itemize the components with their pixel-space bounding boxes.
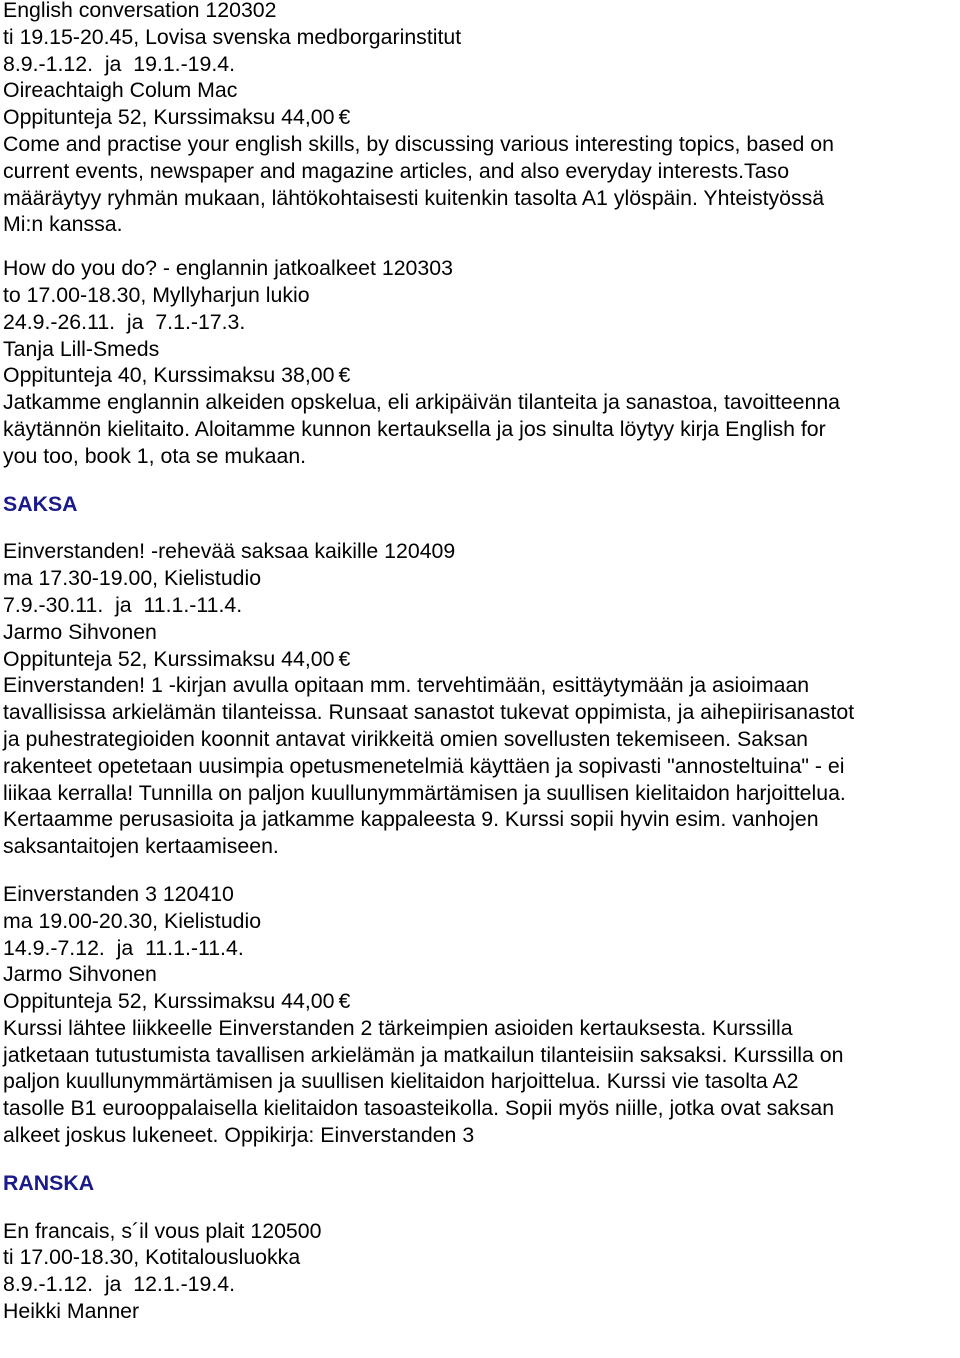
course-title: How do you do? - englannin jatkoalkeet 120303 bbox=[3, 256, 453, 281]
course-schedule: ti 19.15-20.45, Lovisa svenska medborgarinstitut bbox=[3, 24, 462, 49]
course-title: Einverstanden 3 120410 bbox=[3, 881, 234, 906]
description-line: Jatkamme englannin alkeiden opskelua, eli arkipäivän tilanteita ja sanastoa, tavoitteenna bbox=[3, 390, 841, 415]
description-line: määräytyy ryhmän mukaan, lähtökohtaisesti kuitenkin tasolta A1 ylöspäin. Yhteistyössä bbox=[3, 185, 825, 210]
course-fee-line bbox=[3, 988, 955, 1015]
euro-icon: € bbox=[338, 363, 351, 388]
course-einverstanden-3 bbox=[3, 881, 955, 1149]
description-line: jatketaan tutustumista tavallisen arkielämän ja matkailun tilanteisiin saksaksi. Kurssilla on bbox=[3, 1042, 844, 1067]
course-teacher: Heikki Manner bbox=[3, 1299, 140, 1324]
description-line: ja puhestrategioiden koonnit antavat virikkeitä omien sovellusten tekemiseen. Saksan bbox=[3, 726, 809, 751]
course-teacher: Jarmo Sihvonen bbox=[3, 619, 157, 644]
description-line: käytännön kielitaito. Aloitamme kunnon kertauksella ja jos sinulta löytyy kirja English for bbox=[3, 416, 826, 441]
course-title: English conversation 120302 bbox=[3, 0, 277, 22]
description-line: saksantaitojen kertaamiseen. bbox=[3, 834, 279, 859]
description-line: current events, newspaper and magazine articles, and also everyday interests.Taso bbox=[3, 158, 790, 183]
course-fee-line bbox=[3, 104, 955, 131]
course-fee: Oppitunteja 40, Kurssimaksu 38,00 bbox=[3, 363, 335, 388]
description-line: Einverstanden! 1 -kirjan avulla opitaan mm. tervehtimään, esittäytymään ja asioimaan bbox=[3, 673, 810, 698]
course-title: En francais, s´il vous plait 120500 bbox=[3, 1218, 322, 1243]
description-line: rakenteet opetetaan uusimpia opetusmenetelmiä käyttäen ja sopivasti "annosteltuina" - ei bbox=[3, 753, 845, 778]
euro-icon: € bbox=[338, 105, 351, 130]
course-fee: Oppitunteja 52, Kurssimaksu 44,00 bbox=[3, 646, 335, 671]
course-fee-line bbox=[3, 362, 955, 389]
course-dates: 7.9.-30.11. ja 11.1.-11.4. bbox=[3, 592, 243, 617]
course-en-francais bbox=[3, 1218, 955, 1325]
course-einverstanden-1 bbox=[3, 538, 955, 860]
course-teacher: Jarmo Sihvonen bbox=[3, 962, 157, 987]
course-teacher: Oireachtaigh Colum Mac bbox=[3, 78, 238, 103]
course-dates: 8.9.-1.12. ja 19.1.-19.4. bbox=[3, 51, 236, 76]
course-schedule: ma 19.00-20.30, Kielistudio bbox=[3, 908, 262, 933]
description-line: tavallisissa arkielämän tilanteissa. Runsaat sanastot tukevat oppimista, ja aihepiirisanastot bbox=[3, 700, 855, 725]
description-line: alkeet joskus lukeneet. Oppikirja: Einverstanden 3 bbox=[3, 1123, 475, 1148]
course-teacher: Tanja Lill-Smeds bbox=[3, 336, 160, 361]
course-dates: 24.9.-26.11. ja 7.1.-17.3. bbox=[3, 309, 246, 334]
description-line: you too, book 1, ota se mukaan. bbox=[3, 443, 307, 468]
course-fee: Oppitunteja 52, Kurssimaksu 44,00 bbox=[3, 105, 335, 130]
description-line: Kertaamme perusasioita ja jatkamme kappaleesta 9. Kurssi sopii hyvin esim. vanhojen bbox=[3, 807, 819, 832]
description-line: Mi:n kanssa. bbox=[3, 212, 123, 237]
course-schedule: ti 17.00-18.30, Kotitalousluokka bbox=[3, 1245, 301, 1270]
course-fee-line bbox=[3, 646, 955, 673]
course-schedule: to 17.00-18.30, Myllyharjun lukio bbox=[3, 282, 310, 307]
description-line: tasolle B1 eurooppalaisella kielitaidon tasoasteikolla. Sopii myös niille, jotka ovat saksan bbox=[3, 1096, 835, 1121]
course-english-conversation bbox=[3, 0, 955, 238]
course-dates: 8.9.-1.12. ja 12.1.-19.4. bbox=[3, 1272, 236, 1297]
description-line: liikaa kerralla! Tunnilla on paljon kuullunymmärtämisen ja suullisen kielitaidon harjoittelua. bbox=[3, 780, 846, 805]
description-line: Come and practise your english skills, by discussing various interesting topics, based on bbox=[3, 131, 834, 156]
course-title: Einverstanden! -rehevää saksaa kaikille 120409 bbox=[3, 539, 456, 564]
euro-icon: € bbox=[338, 989, 351, 1014]
euro-icon: € bbox=[338, 646, 351, 671]
course-how-do-you-do bbox=[3, 255, 955, 469]
description-line: Kurssi lähtee liikkeelle Einverstanden 2 tärkeimpien asioiden kertauksesta. Kurssilla bbox=[3, 1015, 793, 1040]
course-catalog-page bbox=[3, 0, 955, 1325]
course-fee: Oppitunteja 52, Kurssimaksu 44,00 bbox=[3, 989, 335, 1014]
course-dates: 14.9.-7.12. ja 11.1.-11.4. bbox=[3, 935, 244, 960]
section-heading-ranska: RANSKA bbox=[3, 1170, 95, 1195]
section-heading-saksa: SAKSA bbox=[3, 491, 78, 516]
course-schedule: ma 17.30-19.00, Kielistudio bbox=[3, 566, 262, 591]
description-line: paljon kuullunymmärtämisen ja suullisen kielitaidon harjoittelua. Kurssi vie tasolta A2 bbox=[3, 1069, 799, 1094]
